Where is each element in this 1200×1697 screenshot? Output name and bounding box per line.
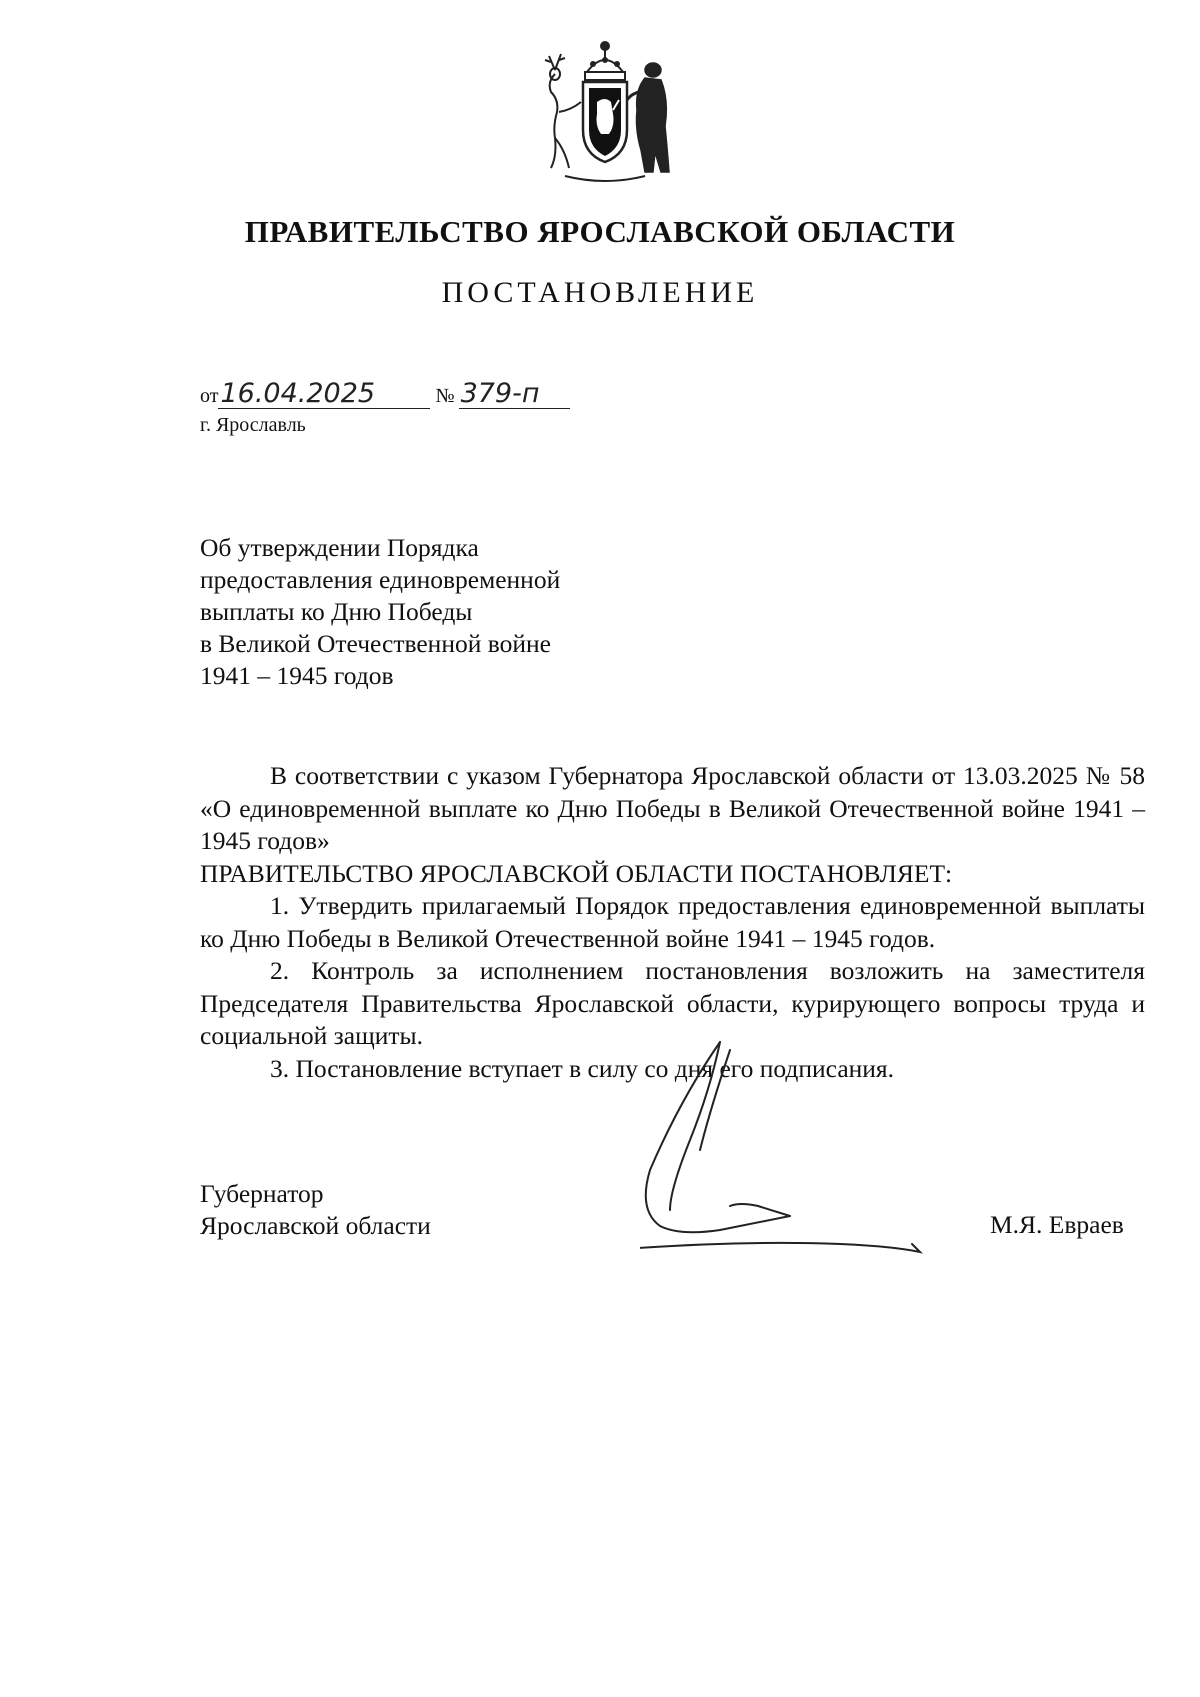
- number-prefix: №: [435, 385, 455, 407]
- signer-position-line: Губернатор: [200, 1179, 324, 1208]
- document-number: 379-п: [459, 380, 570, 409]
- item-paragraph: 2. Контроль за исполнением постановления возложить на заместителя Председателя Правительства Ярославской области, курирующего вопросы труда и социальной защиты.: [200, 956, 1145, 1050]
- signer-name: М.Я. Евраев: [990, 1210, 1124, 1239]
- preamble-paragraph: В соответствии с указом Губернатора Ярославской области от 13.03.2025 № 58 «О единовременной выплате ко Дню Победы в Великой Отечественной войне 1941 – 1945 годов»: [200, 761, 1145, 855]
- subject-line: в Великой Отечественной войне: [200, 629, 551, 658]
- document-body: [200, 760, 1145, 1085]
- item-paragraph: 3. Постановление вступает в силу со дня его подписания.: [270, 1053, 895, 1083]
- coat-of-arms-icon: [525, 30, 685, 190]
- handwritten-signature-icon: [640, 1040, 980, 1300]
- signer-position: [200, 1178, 431, 1242]
- date-prefix: от: [200, 385, 219, 407]
- item-paragraph: 1. Утвердить прилагаемый Порядок предоставления единовременной выплаты ко Дню Победы в Великой Отечественной войне 1941 – 1945 годов.: [200, 891, 1145, 953]
- subject-line: 1941 – 1945 годов: [200, 661, 394, 690]
- subject-line: предоставления единовременной: [200, 565, 561, 594]
- resolves-line: ПРАВИТЕЛЬСТВО ЯРОСЛАВСКОЙ ОБЛАСТИ ПОСТАНОВЛЯЕТ:: [200, 858, 953, 888]
- signer-position-line: Ярославской области: [200, 1211, 431, 1240]
- document-subject: [200, 532, 560, 692]
- document-type: ПОСТАНОВЛЕНИЕ: [441, 276, 759, 309]
- government-title: ПРАВИТЕЛЬСТВО ЯРОСЛАВСКОЙ ОБЛАСТИ: [244, 214, 956, 249]
- document-date: 16.04.2025: [218, 380, 430, 409]
- date-number-line: [200, 380, 570, 409]
- subject-line: Об утверждении Порядка: [200, 533, 479, 562]
- city-label: г. Ярославль: [200, 414, 306, 436]
- subject-line: выплаты ко Дню Победы: [200, 597, 473, 626]
